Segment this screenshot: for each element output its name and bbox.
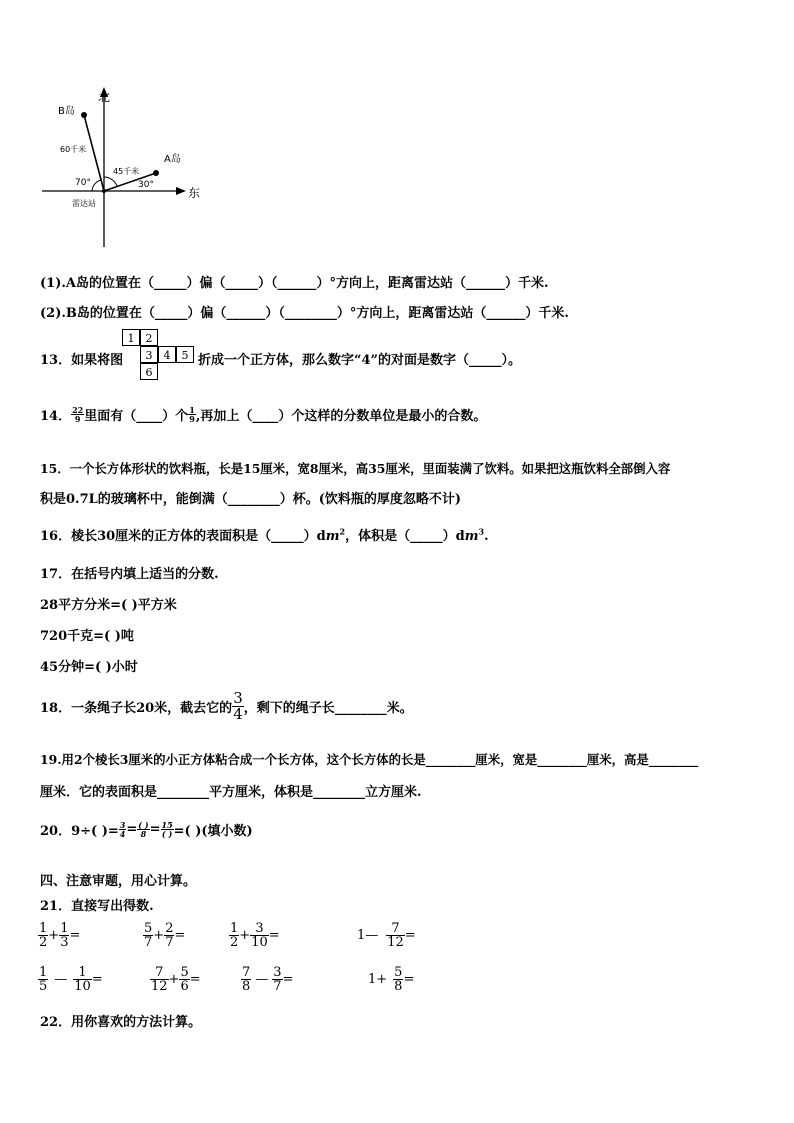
calc-expression <box>368 966 414 993</box>
net-cell: 1 <box>122 329 140 346</box>
q16-c: . <box>484 529 489 544</box>
net-cell: 2 <box>140 329 158 346</box>
denominator: 8 <box>394 979 403 994</box>
denominator: 7 <box>273 979 282 994</box>
equals: = <box>404 928 416 943</box>
fraction <box>179 966 189 993</box>
operator: + <box>239 928 251 943</box>
numerator: 15 <box>161 820 173 830</box>
numerator: 3 <box>273 965 282 980</box>
denominator: 12 <box>387 935 404 950</box>
fraction <box>71 406 84 423</box>
q14 <box>40 405 486 424</box>
fraction <box>143 922 153 949</box>
b-island-point <box>81 112 87 118</box>
fraction <box>137 821 149 838</box>
net-cell: 6 <box>140 363 158 380</box>
fraction <box>393 966 403 993</box>
denominator: 4 <box>233 705 243 723</box>
q12-part1: (1).A岛的位置在（_____）偏（_____）（______）°方向上，距离雷达站（______）千米. <box>40 276 549 291</box>
equals: = <box>268 928 280 943</box>
q18 <box>40 691 413 722</box>
numerator: 1 <box>78 965 87 980</box>
denominator: 8 <box>242 979 251 994</box>
denominator: 6 <box>180 979 189 994</box>
q17-line2: 720千克=( )吨 <box>40 629 134 644</box>
calc-expression <box>150 966 201 993</box>
station-label: 雷达站 <box>72 199 96 208</box>
a-island-point <box>153 170 159 176</box>
numerator: 1 <box>189 405 195 415</box>
fraction <box>229 922 239 949</box>
operator: + <box>168 972 180 987</box>
a-distance-label: 45千米 <box>113 167 140 176</box>
station-point <box>102 189 106 193</box>
q18-b: ，剩下的绳子长________米。 <box>243 701 413 716</box>
q15-line2: 积是0.7L的玻璃杯中，能倒满（________）杯。(饮料瓶的厚度忽略不计) <box>40 492 462 507</box>
q14-mid2: ,再加上（____）个这样的分数单位是最小的合数。 <box>195 409 487 424</box>
fraction <box>38 966 48 993</box>
numerator: 7 <box>155 965 164 980</box>
angle-b-label: 70° <box>75 178 91 188</box>
fraction <box>161 821 174 838</box>
east-arrowhead <box>176 187 186 195</box>
denominator: 3 <box>60 935 69 950</box>
calc-expression <box>143 922 185 949</box>
q17-title: 17．在括号内填上适当的分数. <box>40 567 219 582</box>
q16 <box>40 525 489 544</box>
fraction <box>150 966 169 993</box>
denominator: 8 <box>137 829 149 838</box>
operator: + <box>48 928 60 943</box>
calc-expression <box>38 966 103 993</box>
denominator: 10 <box>251 935 268 950</box>
numerator: 3 <box>255 921 264 936</box>
section-4-heading: 四、注意审题，用心计算。 <box>40 874 197 889</box>
fraction <box>38 922 48 949</box>
leading-term: 1+ <box>368 972 388 987</box>
calc-expression <box>241 966 293 993</box>
b-island-label: B岛 <box>58 106 75 117</box>
calc-expression <box>229 922 280 949</box>
fraction <box>232 691 244 722</box>
q20 <box>40 820 253 839</box>
unit-m: m <box>325 529 340 544</box>
fraction <box>272 966 282 993</box>
operator: — <box>54 972 68 987</box>
q17-line1: 28平方分米=( )平方米 <box>40 598 177 613</box>
q13-before: 13．如果将图 <box>40 353 124 368</box>
q17-line3: 45分钟=( )小时 <box>40 660 138 675</box>
fraction <box>241 966 251 993</box>
denominator: 2 <box>39 935 48 950</box>
fraction <box>119 821 127 838</box>
equals: = <box>189 972 201 987</box>
fraction <box>386 922 405 949</box>
denominator: 12 <box>151 979 168 994</box>
denominator: 4 <box>119 829 126 839</box>
numerator: 5 <box>394 965 403 980</box>
numerator: 7 <box>242 965 251 980</box>
q19-line2: 厘米．它的表面积是________平方厘米，体积是________立方厘米. <box>40 785 422 800</box>
numerator: ( ) <box>138 820 149 830</box>
equals: = <box>282 972 294 987</box>
numerator: 22 <box>72 405 84 415</box>
fraction <box>59 922 69 949</box>
q22-title: 22．用你喜欢的方法计算。 <box>40 1015 202 1030</box>
numerator: 1 <box>39 965 48 980</box>
q13-after: 折成一个正方体，那么数字“4”的对面是数字（_____）。 <box>198 353 522 368</box>
operator: + <box>153 928 165 943</box>
calc-expression <box>357 922 416 949</box>
fraction <box>250 922 269 949</box>
superscript: 2 <box>339 526 346 537</box>
fraction <box>188 406 196 423</box>
superscript: 3 <box>478 526 485 537</box>
denominator: 5 <box>39 979 48 994</box>
denominator: 9 <box>189 414 195 424</box>
equals: = <box>174 928 186 943</box>
denominator: 2 <box>230 935 239 950</box>
denominator: 7 <box>165 935 174 950</box>
equals: = <box>126 822 138 837</box>
denominator: 9 <box>71 414 84 423</box>
north-label: 北 <box>98 90 111 104</box>
q16-b: ，体积是（_____）d <box>345 529 465 544</box>
unit-m: m <box>464 529 479 544</box>
equals: = <box>91 972 103 987</box>
denominator: 7 <box>144 935 153 950</box>
east-label: 东 <box>188 186 201 200</box>
net-cell: 4 <box>158 346 176 363</box>
angle-arc-a <box>104 177 117 186</box>
q20-b: =( )(填小数) <box>173 824 253 839</box>
q15-line1: 15．一个长方体形状的饮料瓶，长是15厘米，宽8厘米，高35厘米，里面装满了饮料。如果把这瓶饮料全部倒入容 <box>40 461 671 476</box>
q18-a: 18．一条绳子长20米，截去它的 <box>40 701 233 716</box>
q14-mid1: 里面有（____）个 <box>84 409 189 424</box>
angle-a-label: 30° <box>138 180 154 190</box>
numerator: 5 <box>144 921 153 936</box>
equals: = <box>149 822 161 837</box>
calc-expression <box>38 922 80 949</box>
q21-title: 21．直接写出得数. <box>40 899 154 914</box>
angle-arc-b <box>92 180 101 191</box>
numerator: 2 <box>165 921 174 936</box>
numerator: 5 <box>180 965 189 980</box>
numerator: 3 <box>119 820 126 830</box>
operator: — <box>255 972 269 987</box>
q16-a: 16．棱长30厘米的正方体的表面积是（_____）d <box>40 529 326 544</box>
leading-term: 1— <box>357 928 379 943</box>
numerator: 1 <box>39 921 48 936</box>
numerator: 7 <box>391 921 400 936</box>
numerator: 1 <box>230 921 239 936</box>
q20-a: 20．9÷( )= <box>40 824 119 839</box>
net-cell: 5 <box>176 346 194 363</box>
q14-num: 14． <box>40 409 72 424</box>
b-distance-label: 60千米 <box>60 145 87 154</box>
net-cell: 3 <box>140 346 158 363</box>
denominator: 10 <box>74 979 91 994</box>
equals: = <box>69 928 81 943</box>
denominator: ( ) <box>161 829 173 839</box>
fraction <box>73 966 92 993</box>
a-island-label: A岛 <box>164 154 181 165</box>
equals: = <box>403 972 415 987</box>
fraction <box>164 922 174 949</box>
numerator: 1 <box>60 921 69 936</box>
q19-line1: 19.用2个棱长3厘米的小正方体粘合成一个长方体，这个长方体的长是________厘米，宽是________厘米，高是________ <box>40 752 699 767</box>
q12-part2: (2).B岛的位置在（_____）偏（______）（________）°方向上，距离雷达站（______）千米. <box>40 306 569 321</box>
numerator: 3 <box>233 689 243 707</box>
